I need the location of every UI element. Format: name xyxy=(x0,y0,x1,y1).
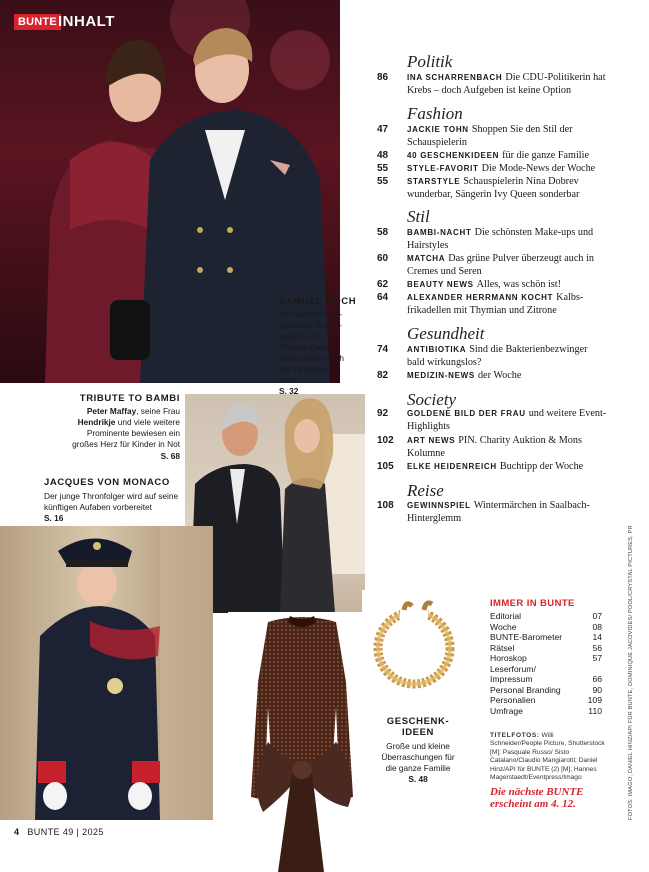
section-heading: Society xyxy=(407,390,457,409)
toc-entry[interactable] xyxy=(377,163,607,176)
toc-entry[interactable] xyxy=(377,253,607,278)
gold-bracelet-photo xyxy=(362,590,466,698)
toc-page-number: 74 xyxy=(377,344,389,355)
footer-issue: 49 | 2025 xyxy=(62,827,104,837)
index-page: 66 xyxy=(592,674,602,684)
caption-text: und viele weitere Prominente bewiesen ein großes Herz für Kinder in Not xyxy=(72,417,180,449)
index-label: BUNTE-Barometer xyxy=(490,632,563,642)
toc-entry[interactable] xyxy=(377,292,607,317)
section-heading: Gesundheit xyxy=(407,324,485,343)
caption-body: Der junge Thronfolger wird auf seine künftigen Aufaben vorbereitet xyxy=(44,491,179,512)
index-page: 57 xyxy=(592,653,602,663)
credits-title: TITELFOTOS: xyxy=(490,732,540,739)
prince-jacques-photo xyxy=(0,526,213,820)
sequin-dress-photo xyxy=(228,612,376,872)
toc-text: Sind die Bakterienbezwinger bald wirkungslos? xyxy=(407,344,588,368)
toc-entry[interactable] xyxy=(377,500,607,525)
toc-text: Die CDU-Politikerin hat Krebs – doch Aufgeben ist keine Option xyxy=(407,72,606,96)
index-label: Woche xyxy=(490,621,517,632)
toc-keyword: INA SCHARRENBACH xyxy=(407,73,503,82)
caption-title: IDEEN xyxy=(401,727,435,738)
bunte-logo: BUNTE xyxy=(14,14,61,30)
index-page: 08 xyxy=(592,621,602,632)
index-label: Rätsel xyxy=(490,642,515,653)
caption-title: JACQUES VON MONACO xyxy=(44,477,170,488)
toc-page-number: 58 xyxy=(377,227,389,238)
index-page: 14 xyxy=(592,632,602,642)
caption-text: , seine Frau xyxy=(136,406,180,416)
toc-entry[interactable] xyxy=(377,435,607,460)
section-heading: Reise xyxy=(407,481,444,500)
toc-page-number: 60 xyxy=(377,253,389,264)
toc-text: und weitere Event-Highlights xyxy=(407,408,607,432)
toc-page-number: 105 xyxy=(377,461,394,472)
index-page: 90 xyxy=(592,684,602,695)
toc-page-number: 47 xyxy=(377,124,389,135)
caption-page-ref: S. 68 xyxy=(160,451,180,461)
index-label: Personalien xyxy=(490,695,536,705)
index-row[interactable] xyxy=(490,622,602,633)
caption-page-ref: S. 32 xyxy=(279,386,299,396)
toc-page-number: 64 xyxy=(377,292,389,303)
toc-keyword: ANTIBIOTIKA xyxy=(407,345,467,354)
index-page: 56 xyxy=(592,642,602,653)
index-page: 109 xyxy=(587,695,602,705)
index-row[interactable] xyxy=(490,611,602,622)
toc-text: Die schönsten Make-ups und Hairstyles xyxy=(407,227,594,251)
toc-keyword: BEAUTY NEWS xyxy=(407,280,474,289)
toc-keyword: ART NEWS xyxy=(407,436,456,445)
toc-text: Shoppen Sie den Stil der Schauspielerin xyxy=(407,124,573,148)
toc-page-number: 62 xyxy=(377,279,389,290)
toc-entry[interactable] xyxy=(377,72,607,97)
index-label: Editorial xyxy=(490,611,522,621)
caption-name: Peter Maffay xyxy=(86,406,137,416)
toc-page-number: 55 xyxy=(377,176,389,187)
index-label: Impressum xyxy=(490,674,533,684)
caption-page-ref: S. 16 xyxy=(44,513,64,523)
index-page: 110 xyxy=(588,705,602,716)
caption-body xyxy=(60,406,180,450)
next-issue-line2: erscheint am 4. 12. xyxy=(490,798,576,810)
caption-bambi xyxy=(60,393,180,461)
toc-keyword: GEWINNSPIEL xyxy=(407,501,471,510)
toc-page-number: 86 xyxy=(377,72,389,83)
toc-entry[interactable] xyxy=(377,370,607,383)
title-photo-credits xyxy=(490,732,605,782)
toc-keyword: MEDIZIN-NEWS xyxy=(407,371,475,380)
toc-text: Die Mode-News der Woche xyxy=(481,163,596,174)
toc-text: Kalbs-frikadellen mit Thymian und Zitrone xyxy=(407,292,584,316)
index-row[interactable] xyxy=(490,643,602,654)
caption-jacques xyxy=(44,477,184,523)
dress-illustration xyxy=(228,612,376,872)
toc-text: Schauspielerin Nina Dobrev wunderbar, Sängerin Ivy Queen sonderbar xyxy=(407,176,580,200)
toc-keyword: ELKE HEIDENREICH xyxy=(407,462,497,471)
toc-keyword: STYLE-FAVORIT xyxy=(407,164,479,173)
next-issue-line1: Die nächste BUNTE xyxy=(490,786,584,798)
toc-entry[interactable] xyxy=(377,227,607,252)
toc-text: Buchtipp der Woche xyxy=(499,461,584,472)
toc-text: Wintermärchen in Saalbach- Hinterglemm xyxy=(407,500,590,524)
caption-body: Große und kleine Überraschungen für die ganze Familie xyxy=(381,741,455,773)
toc-keyword: GOLDENE BILD DER FRAU xyxy=(407,409,526,418)
toc-entry[interactable] xyxy=(377,150,607,163)
toc-entry[interactable] xyxy=(377,176,607,201)
caption-gifts xyxy=(378,716,458,784)
page-footer xyxy=(14,827,104,837)
caption-title: TRIBUTE TO BAMBI xyxy=(79,393,180,404)
caption-title: GESCHENK- xyxy=(386,716,450,727)
index-row[interactable] xyxy=(490,706,602,717)
index-row[interactable] xyxy=(490,632,602,643)
toc-keyword: MATCHA xyxy=(407,254,446,263)
toc-text: PIN. Charity Auktion & Mons Kolumne xyxy=(407,435,582,459)
toc-keyword: STARSTYLE xyxy=(407,177,461,186)
toc-keyword: JACKIE TOHN xyxy=(407,125,469,134)
toc-page-number: 55 xyxy=(377,163,389,174)
toc-entry[interactable] xyxy=(377,344,607,369)
toc-keyword: BAMBI-NACHT xyxy=(407,228,472,237)
toc-entry[interactable] xyxy=(377,124,607,149)
toc-text: Alles, was schön ist! xyxy=(476,279,561,290)
page-number: 4 xyxy=(14,827,20,837)
toc-page-number: 108 xyxy=(377,500,394,511)
toc-page-number: 102 xyxy=(377,435,394,446)
toc-keyword: ALEXANDER HERRMANN KOCHT xyxy=(407,293,554,302)
photo-credits-vertical: FOTOS: IMAGO, DANIEL HINZ/API FÜR BUNTE, DOMINIQUE JACOVIDES/ POOL/CRYSTAL PICTURES, PR xyxy=(628,525,634,820)
caption-body xyxy=(279,309,345,386)
index-label: Leserforum/ xyxy=(490,663,536,674)
caption-samuel-koch xyxy=(279,296,357,396)
index-title: IMMER IN BUNTE xyxy=(490,598,575,609)
toc-entry[interactable] xyxy=(377,461,607,474)
toc-page-number: 92 xyxy=(377,408,389,419)
section-heading: Fashion xyxy=(407,104,463,123)
prince-illustration xyxy=(0,526,213,820)
caption-title: SAMUEL KOCH xyxy=(279,296,357,307)
bracelet-illustration xyxy=(362,590,466,698)
index-label: Horoskop xyxy=(490,653,527,663)
section-heading: Politik xyxy=(407,52,453,71)
caption-text: Der querschnitts-gelähmte Schau-spieler und Ehefrau xyxy=(279,309,343,352)
caption-name: Hendrikje xyxy=(77,417,116,427)
toc-text: für die ganze Familie xyxy=(502,150,589,161)
toc-text: Das grüne Pulver überzeugt auch in Cremes und Seren xyxy=(407,253,594,277)
index-row[interactable] xyxy=(490,674,602,685)
index-row[interactable] xyxy=(490,653,602,664)
page-title: INHALT xyxy=(58,13,115,30)
index-row[interactable] xyxy=(490,664,602,675)
toc-page-number: 48 xyxy=(377,150,389,161)
toc-entry[interactable] xyxy=(377,408,607,433)
index-row[interactable] xyxy=(490,695,602,706)
toc-entry[interactable] xyxy=(377,279,607,292)
caption-name: Sarah Elena xyxy=(279,342,334,363)
toc-keyword: 40 GESCHENKIDEEN xyxy=(407,151,500,160)
index-row[interactable] xyxy=(490,685,602,696)
caption-text: freuen sich auf ihr erstes Kind xyxy=(279,353,345,385)
index-label: Personal Branding xyxy=(490,684,561,695)
footer-magazine: BUNTE xyxy=(27,827,60,837)
index-label: Umfrage xyxy=(490,705,523,716)
toc-text: der Woche xyxy=(477,370,522,381)
caption-page-ref: S. 48 xyxy=(408,774,428,784)
toc-page-number: 82 xyxy=(377,370,389,381)
credits-text: Willi Schneider/People Picture, Shutterstock [M]; Pasquale Russo/ Sisto Catalano/Claudio Mangiarotti; Daniel Hinz/API für BUNTE (2) [M]; Hannes Magerstaedt/Eventpress/Imago xyxy=(490,732,605,782)
next-issue-notice xyxy=(490,786,584,810)
section-heading: Stil xyxy=(407,207,430,226)
index-page: 07 xyxy=(592,611,602,621)
